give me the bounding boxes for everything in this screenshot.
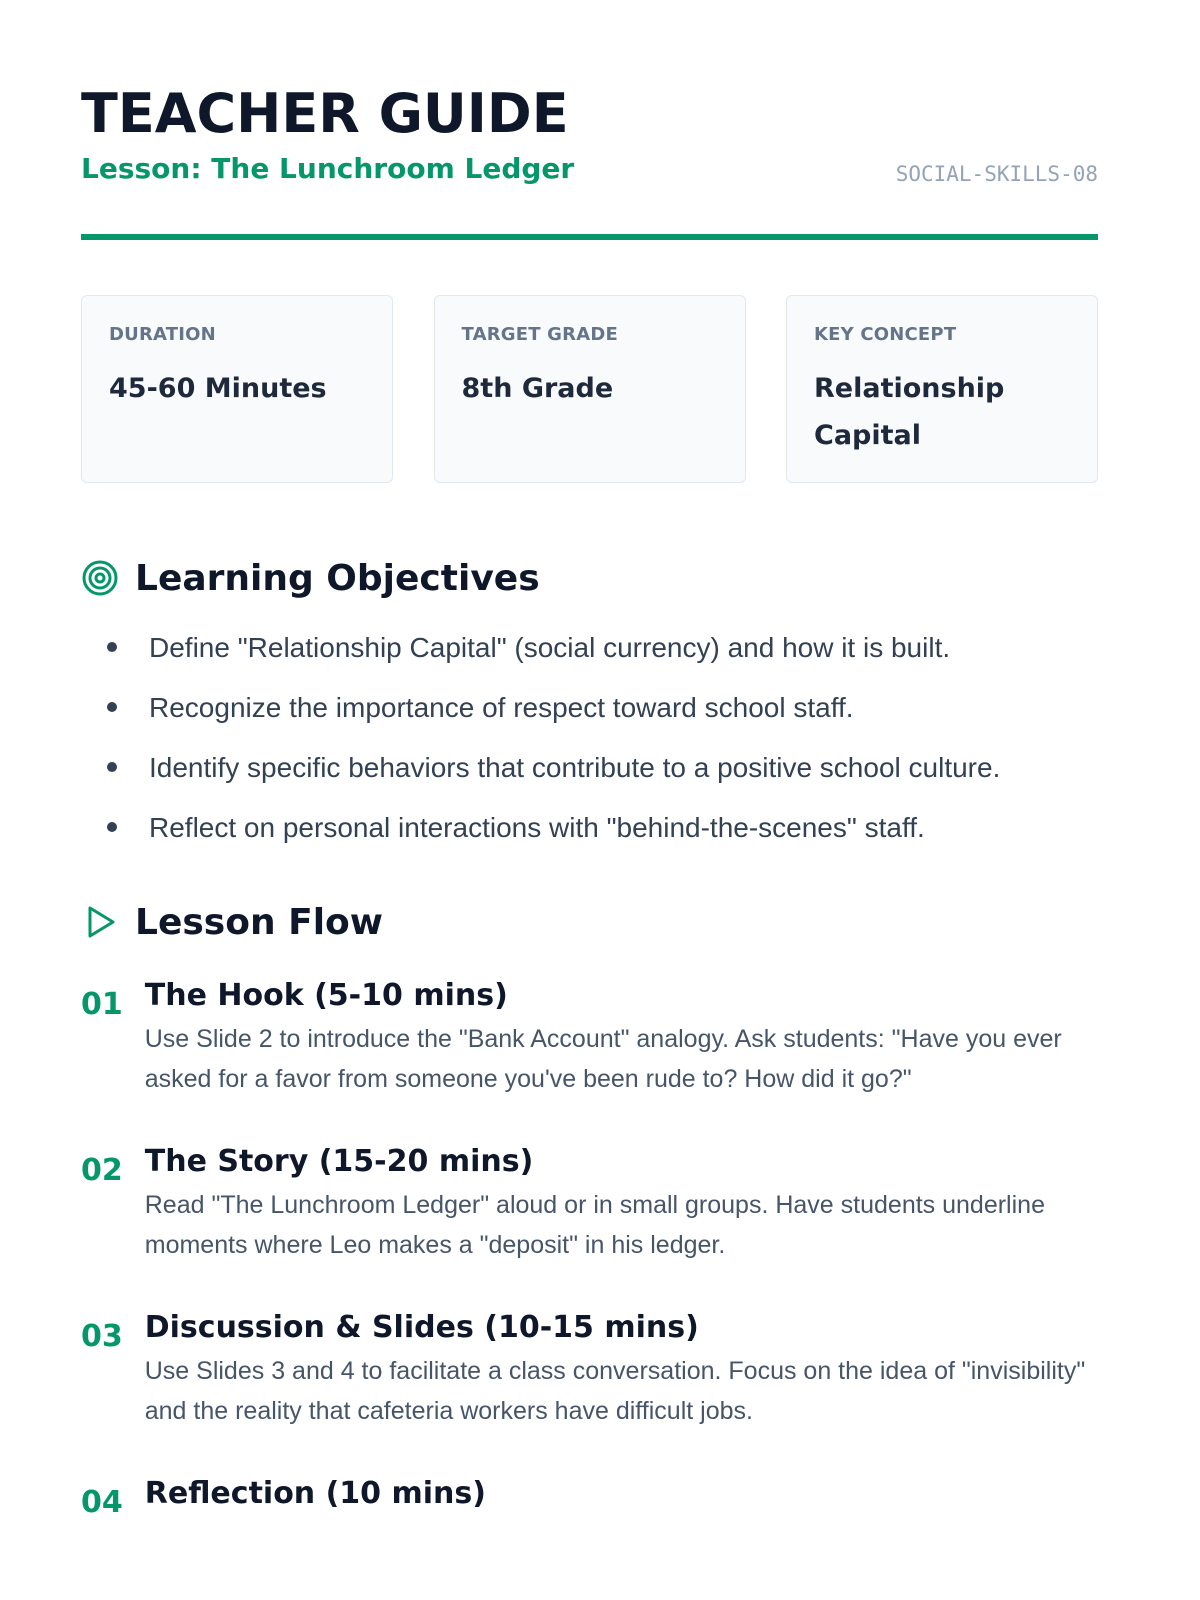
card-label: TARGET GRADE — [461, 324, 618, 345]
target-icon — [81, 559, 119, 597]
step-body — [145, 1143, 1098, 1265]
step-body — [145, 977, 1098, 1099]
objective-text: Identify specific behaviors that contribute to a positive school culture. — [149, 752, 1001, 783]
duration-card — [81, 295, 393, 483]
step-body — [145, 1309, 1098, 1431]
step-number: 03 — [81, 1319, 123, 1354]
bullet-icon — [107, 642, 117, 652]
lesson-steps — [81, 977, 1098, 1520]
lesson-flow-heading — [81, 897, 1098, 947]
header-divider — [81, 234, 1098, 240]
header — [81, 0, 1098, 242]
card-label: DURATION — [109, 324, 216, 345]
lesson-step — [81, 1309, 1098, 1431]
card-value: Relationship Capital — [814, 373, 1005, 451]
bullet-icon — [107, 762, 117, 772]
step-title: The Story (15-20 mins) — [144, 1144, 534, 1179]
step-title: Discussion & Slides (10-15 mins) — [144, 1310, 699, 1345]
card-value: 8th Grade — [461, 373, 614, 404]
step-text: Read "The Lunchroom Ledger" aloud or in small groups. Have students underline moments where Leo makes a "deposit" in his ledger. — [144, 1191, 1045, 1259]
step-number: 01 — [81, 987, 123, 1022]
step-text: Use Slide 2 to introduce the "Bank Account" analogy. Ask students: "Have you ever asked for a favor from someone you've been rude to? How did it go?" — [144, 1025, 1062, 1093]
page-title: TEACHER GUIDE — [81, 82, 569, 145]
step-number: 04 — [81, 1485, 123, 1520]
objective-text: Recognize the importance of respect toward school staff. — [149, 692, 854, 723]
step-text: Use Slides 3 and 4 to facilitate a class conversation. Focus on the idea of "invisibility" and the reality that cafeteria workers have difficult jobs. — [144, 1357, 1086, 1425]
lesson-step — [81, 1475, 1098, 1520]
section-title: Lesson Flow — [135, 901, 384, 943]
target-grade-card — [434, 295, 746, 483]
step-number: 02 — [81, 1153, 123, 1188]
lesson-step — [81, 1143, 1098, 1265]
card-label: KEY CONCEPT — [814, 324, 957, 345]
lesson-step — [81, 977, 1098, 1099]
list-item — [107, 625, 1098, 671]
bullet-icon — [107, 822, 117, 832]
info-cards — [81, 295, 1098, 483]
objective-text: Define "Relationship Capital" (social currency) and how it is built. — [149, 632, 951, 663]
step-title: The Hook (5-10 mins) — [144, 978, 508, 1013]
lesson-code: SOCIAL-SKILLS-08 — [895, 162, 1098, 186]
bullet-icon — [107, 702, 117, 712]
list-item — [107, 685, 1098, 731]
objectives-list — [81, 625, 1098, 851]
step-title: Reflection (10 mins) — [144, 1476, 486, 1511]
list-item — [107, 745, 1098, 791]
objective-text: Reflect on personal interactions with "behind-the-scenes" staff. — [149, 812, 925, 843]
play-icon — [81, 903, 119, 941]
learning-objectives-heading — [81, 553, 1098, 603]
lesson-subtitle: Lesson: The Lunchroom Ledger — [81, 152, 575, 185]
key-concept-card — [786, 295, 1098, 483]
section-title: Learning Objectives — [135, 557, 540, 599]
step-body — [145, 1475, 1098, 1520]
card-value: 45-60 Minutes — [109, 373, 327, 404]
list-item — [107, 805, 1098, 851]
